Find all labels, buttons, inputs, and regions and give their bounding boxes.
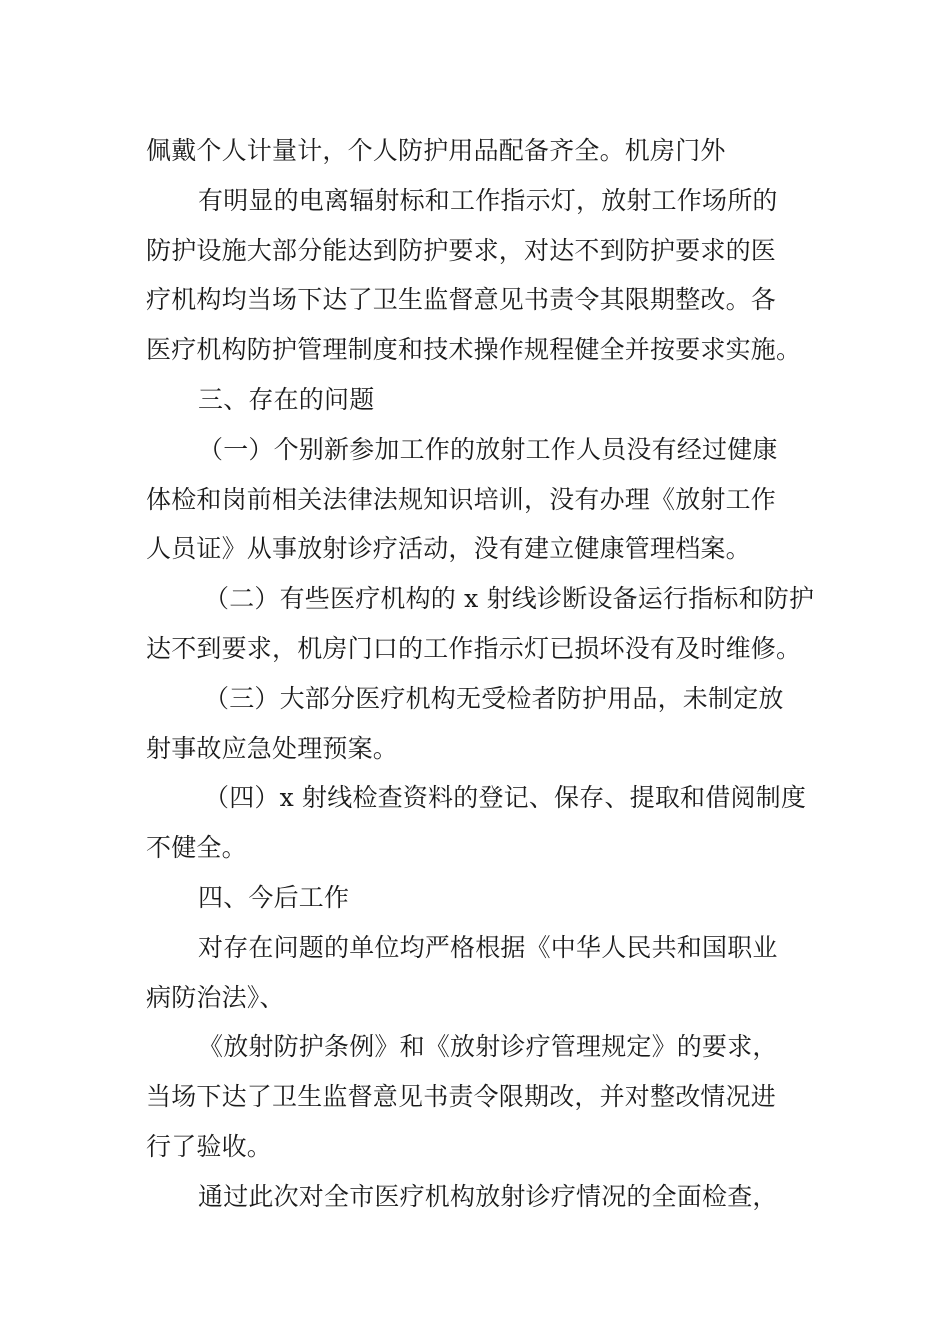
paragraph-start: 对存在问题的单位均严格根据《中华人民共和国职业 — [198, 932, 778, 962]
list-item-start: （三）大部分医疗机构无受检者防护用品，未制定放 — [204, 683, 784, 713]
paragraph-start: 有明显的电离辐射标和工作指示灯，放射工作场所的 — [198, 185, 778, 215]
paragraph-start: 《放射防护条例》和《放射诊疗管理规定》的要求， — [198, 1032, 778, 1062]
text-line: 医疗机构防护管理制度和技术操作规程健全并按要求实施。 — [146, 335, 802, 365]
text-line: 射事故应急处理预案。 — [146, 733, 399, 763]
text-line: 防护设施大部分能达到防护要求，对达不到防护要求的医 — [146, 235, 777, 265]
text-line: 当场下达了卫生监督意见书责令限期改，并对整改情况进 — [146, 1082, 777, 1112]
text-line: 病防治法》、 — [146, 982, 285, 1012]
list-item-start: （一）个别新参加工作的放射工作人员没有经过健康 — [198, 434, 778, 464]
text-line: 佩戴个人计量计，个人防护用品配备齐全。机房门外 — [146, 136, 726, 165]
document-body — [146, 126, 816, 1222]
text-line: 不健全。 — [146, 833, 247, 863]
paragraph-start: 通过此次对全市医疗机构放射诊疗情况的全面检查， — [198, 1181, 778, 1211]
text-line: 疗机构均当场下达了卫生监督意见书责令其限期整改。各 — [146, 285, 777, 315]
section-heading: 三、存在的问题 — [198, 384, 375, 414]
section-heading: 四、今后工作 — [198, 882, 350, 912]
text-line: 人员证》从事放射诊疗活动，没有建立健康管理档案。 — [146, 534, 751, 564]
text-line: 体检和岗前相关法律法规知识培训，没有办理《放射工作 — [146, 484, 777, 514]
text-line: 行了验收。 — [146, 1131, 273, 1161]
text-line: 达不到要求，机房门口的工作指示灯已损坏没有及时维修。 — [146, 633, 802, 663]
list-item-start: （二）有些医疗机构的 x 射线诊断设备运行指标和防护 — [204, 584, 815, 614]
list-item-start: （四）x 射线检查资料的登记、保存、提取和借阅制度 — [204, 783, 807, 813]
